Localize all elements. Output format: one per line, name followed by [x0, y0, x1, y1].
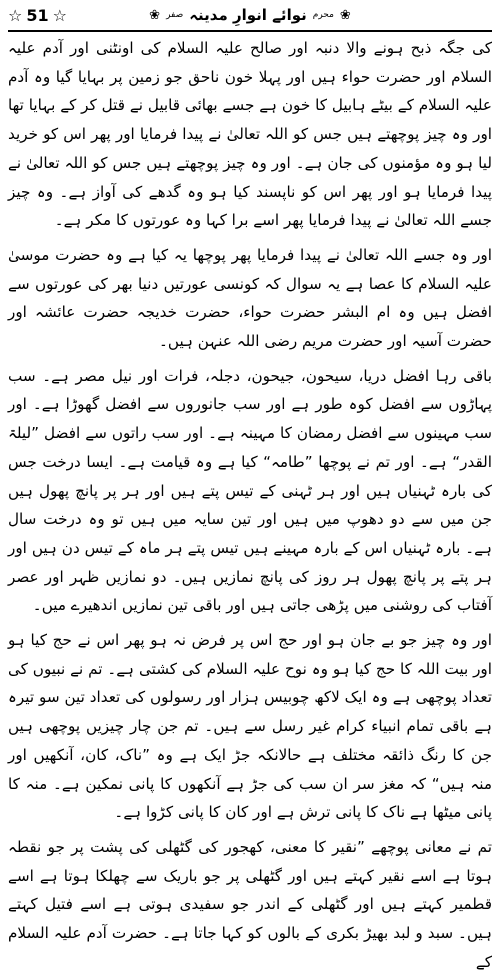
star-icon: ☆ [52, 5, 67, 25]
journal-title: نوائے انوارِ مدینہ [189, 6, 307, 24]
page-header [8, 0, 492, 32]
flower-ornament-icon: ❀ [339, 7, 351, 23]
paragraph: اور وہ چیز جو بے جان ہو اور حج اس پر فرض نہ ہو پھر اس نے حج کیا ہو اور بیت اللہ کا حج کیا ہو وہ نوح علیہ السلام کی کشتی ہے۔ تم نے نبیوں کی تعداد پوچھی ہے وہ ایک لاکھ چوبیس ہزار اور رسولوں کی تعداد تین سو تیرہ ہے باقی تمام انبیاء کرام غیر رسل سے ہیں۔ تم جن چار چیزیں پوچھی ہیں جن کا رنگ ذائقہ مختلف ہے حالانکہ جڑ ایک ہے وہ ”ناک، کان، آنکھیں اور منہ ہیں“ کہ مغز سر ان سب کی جڑ ہے آنکھوں کا پانی نمکین ہے۔ منہ کا پانی میٹھا ہے ناک کا پانی ترش ہے اور کان کا پانی کڑوا ہے۔ [8, 631, 492, 822]
month-label: صفر [166, 10, 184, 20]
flower-ornament-icon: ❀ [149, 7, 161, 23]
paragraph: اور وہ جسے اللہ تعالیٰ نے پیدا فرمایا پھر پوچھا یہ کیا ہے وہ حضرت موسیٰ علیہ السلام کا عصا ہے یہ سوال کہ کونسی عورتیں دنیا بھر کی عورتوں سے افضل ہیں وہ ام البشر حضرت حواء، حضرت خدیجہ حضرت عائشہ اور حضرت آسیہ اور حضرت مریم رضی اللہ عنہن ہیں۔ [8, 245, 492, 351]
paragraph: تم نے معانی پوچھے ”نقیر کا معنی، کھجور کی گٹھلی کی پشت پر جو نقطہ ہوتا ہے اسے نقیر کہتے ہیں اور گٹھلی پر جو باریک سے چھلکا ہوتا ہے اسے قطمیر کہتے ہیں اور گٹھلی کے اندر جو سفیدی ہوتی ہے اسے فتیل کہتے ہیں۔ سبد و لبد بھیڑ بکری کے بالوں کو کہا جاتا ہے۔ حضرت آدم علیہ السلام کے [8, 837, 492, 971]
star-icon: ☆ [8, 5, 23, 25]
page-content [8, 34, 492, 977]
journal-label: محرم [312, 10, 334, 20]
paragraph: کی جگہ ذبح ہونے والا دنبہ اور صالح علیہ السلام کی اونٹنی اور آدم علیہ السلام اور حضرت حواء ہیں اور پہلا خون ناحق جو زمین پر بہایا گیا وہ آدم علیہ السلام کے بیٹے ہابیل کا خون ہے جسے بھائی قابیل نے قتل کر کے بہایا تھا اور وہ چیز پوچھتے ہیں جس کو اللہ تعالیٰ نے پیدا فرمایا اور پھر اس کو خرید لیا ہو وہ مؤمنوں کی جان ہے۔ اور وہ چیز پوچھتے ہیں جس کو اللہ تعالیٰ نے پیدا فرمایا ہو اور پھر اس کو ناپسند کیا ہو وہ گدھے کی آواز ہے۔ وہ چیز جسے اللہ تعالیٰ نے پیدا فرمایا پھر اسے برا کہا وہ عورتوں کا مکر ہے۔ [8, 39, 492, 230]
page-number: 51 [26, 5, 49, 25]
page-number-group [8, 6, 67, 25]
journal-header [149, 6, 351, 24]
paragraph: باقی رہا افضل دریا، سیحون، جیحون، دجلہ، فرات اور نیل مصر ہے۔ سب پہاڑوں سے افضل کوہ طور ہے اور سب جانوروں سے افضل گھوڑا ہے۔ اور سب مہینوں سے افضل رمضان کا مہینہ ہے۔ اور سب راتوں سے افضل ”لیلۃ القدر“ ہے۔ اور تم نے پوچھا ”طامہ“ کیا ہے وہ قیامت ہے۔ ایسا درخت جس کی بارہ ٹہنیاں ہیں اور ہر ٹہنی کے تیس پتے ہیں اور ہر پر پانچ پھول ہیں جن میں سے دو دھوپ میں ہیں اور تین سایہ میں ہیں تو وہ درخت سال ہے۔ بارہ ٹہنیاں اس کے بارہ مہینے ہیں تیس پتے ہر ماہ کے تیس دن ہیں اور ہر پتے پر پانچ پھول ہر روز کی پانچ نمازیں ہیں۔ دو نمازیں ظہر اور عصر آفتاب کی روشنی میں پڑھی جاتی ہیں اور باقی تین نمازیں اندھیرے میں۔ [8, 366, 492, 615]
